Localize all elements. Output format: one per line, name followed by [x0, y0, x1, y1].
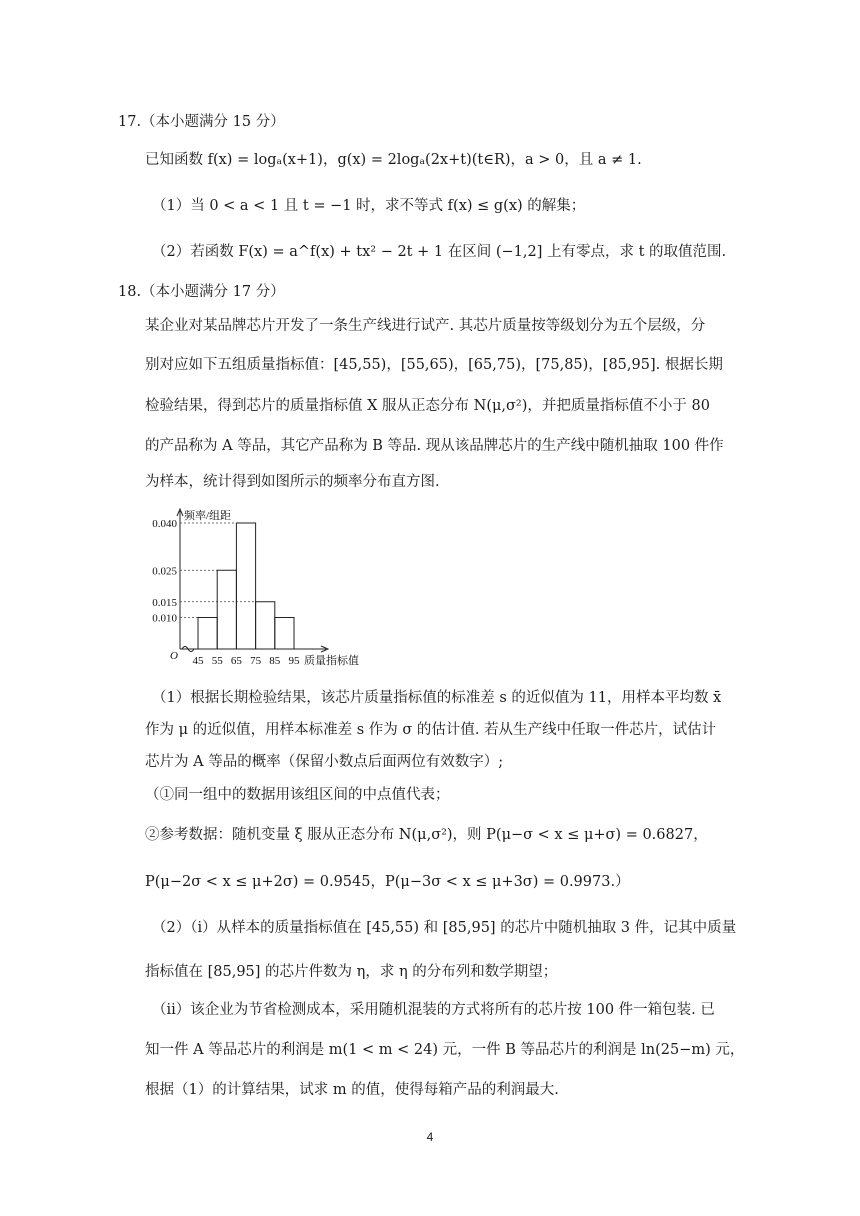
y-tick-label: 0.015	[152, 596, 177, 609]
q17-header: 17.（本小题满分 15 分）	[118, 114, 285, 130]
q18-part1-line: （①同一组中的数据用该组区间的中点值代表；	[145, 787, 450, 803]
histogram-bar	[198, 618, 217, 650]
x-tick-label: 95	[288, 655, 300, 667]
q18-part2ii-line: （ⅱ）该企业为节省检测成本，采用随机混装的方式将所有的芯片按 100 件一箱包装. 已	[152, 1002, 715, 1018]
q18-part1-line: 作为 μ 的近似值，用样本标准差 s 作为 σ 的估计值. 若从生产线中任取一件芯片，试估计	[145, 722, 717, 738]
origin-label: O	[170, 650, 178, 662]
y-tick-label: 0.010	[152, 612, 177, 625]
q18-part1-line: 芯片为 A 等品的概率（保留小数点后面两位有效数字）;	[145, 754, 504, 770]
q18-intro-line: 检验结果，得到芯片的质量指标值 X 服从正态分布 N(μ,σ²)，并把质量指标值不小于 80	[145, 398, 710, 414]
q18-part2i-line: （2）（ⅰ）从样本的质量指标值在 [45,55) 和 [85,95] 的芯片中随机抽取 3 件，记其中质量	[152, 920, 737, 936]
q17-part1: （1）当 0 < a < 1 且 t = −1 时，求不等式 f(x) ≤ g(x) 的解集；	[152, 198, 586, 214]
histogram-bar	[217, 570, 236, 649]
q18-part2ii-line: 根据（1）的计算结果，试求 m 的值，使得每箱产品的利润最大.	[145, 1082, 559, 1098]
x-tick-label: 55	[211, 655, 223, 667]
q18-intro-line: 别对应如下五组质量指标值：[45,55)，[55,65)，[65,75)，[75,85)，[85,95]. 根据长期	[145, 357, 723, 373]
q18-intro-line: 为样本，统计得到如图所示的频率分布直方图.	[145, 474, 440, 490]
histogram-bar	[256, 602, 275, 649]
x-tick-label: 75	[250, 655, 262, 667]
x-axis-label: 质量指标值	[304, 655, 359, 667]
q18-part2ii-line: 知一件 A 等品芯片的利润是 m(1 < m < 24) 元，一件 B 等品芯片的利润是 ln(25−m) 元，	[145, 1042, 745, 1058]
q17-part2: （2）若函数 F(x) = a^f(x) + tx² − 2t + 1 在区间 (−1,2] 上有零点，求 t 的取值范围.	[152, 244, 727, 260]
q18-part1-line: ②参考数据：随机变量 ξ 服从正态分布 N(μ,σ²)，则 P(μ−σ < x ≤ μ+σ) = 0.6827，	[145, 827, 708, 843]
histogram-bar	[275, 618, 294, 650]
x-tick-label: 45	[192, 655, 204, 667]
y-tick-label: 0.040	[152, 518, 177, 530]
q18-intro-line: 某企业对某品牌芯片开发了一条生产线进行试产. 其芯片质量按等级划分为五个层级，分	[145, 318, 706, 334]
q17-stem: 已知函数 f(x) = logₐ(x+1)，g(x) = 2logₐ(2x+t)(t∈R)，a > 0，且 a ≠ 1.	[145, 152, 642, 168]
y-tick-label: 0.025	[152, 565, 177, 578]
x-tick-label: 65	[230, 655, 242, 667]
q18-part1-line: （1）根据长期检验结果，该芯片质量指标值的标准差 s 的近似值为 11，用样本平均数 x̄	[152, 690, 722, 706]
q18-intro-line: 的产品称为 A 等品，其它产品称为 B 等品. 现从该品牌芯片的生产线中随机抽取 100 件作	[145, 438, 724, 454]
q18-part1-line: P(μ−2σ < x ≤ μ+2σ) = 0.9545，P(μ−3σ < x ≤ μ+3σ) = 0.9973.）	[145, 874, 630, 890]
x-tick-label: 85	[269, 655, 281, 667]
q18-part2i-line: 指标值在 [85,95] 的芯片件数为 η，求 η 的分布列和数学期望；	[145, 964, 558, 980]
y-axis-label: 频率/组距	[184, 510, 232, 522]
page-number: 4	[426, 1130, 434, 1144]
histogram-bar	[236, 523, 255, 649]
q18-header: 18.（本小题满分 17 分）	[118, 284, 285, 300]
frequency-histogram	[138, 505, 373, 675]
